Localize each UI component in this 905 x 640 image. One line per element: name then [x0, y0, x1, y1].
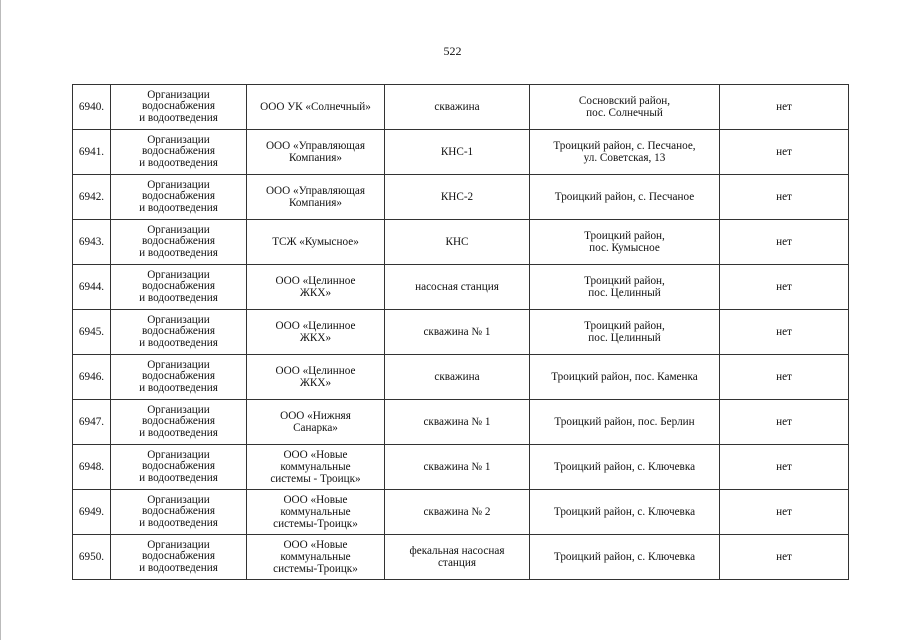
row-number-cell [73, 130, 111, 175]
row-number-cell [73, 400, 111, 445]
facility-cell [385, 490, 530, 535]
facility-cell-text: скважина № 1 [423, 416, 491, 428]
table-row [73, 130, 849, 175]
flag-cell [720, 85, 849, 130]
facility-cell-text: скважина [434, 101, 480, 113]
organization-type-cell-text: Организации водоснабжения и водоотведения [139, 88, 218, 124]
address-cell-text: Троицкий район, пос. Берлин [554, 416, 695, 428]
owner-name-cell [247, 265, 385, 310]
organization-type-cell-text: Организации водоснабжения и водоотведения [139, 358, 218, 394]
owner-name-cell-text: ООО «Целинное ЖКХ» [275, 320, 356, 344]
organization-type-cell-text: Организации водоснабжения и водоотведения [139, 178, 218, 214]
organization-type-cell [111, 310, 247, 355]
owner-name-cell-text: ООО «Новые коммунальные системы-Троицк» [273, 539, 358, 575]
row-number-cell-text: 6944. [78, 281, 105, 293]
address-cell [530, 490, 720, 535]
flag-cell [720, 310, 849, 355]
organization-type-cell [111, 130, 247, 175]
address-cell [530, 535, 720, 580]
organization-type-cell-text: Организации водоснабжения и водоотведения [139, 268, 218, 304]
flag-cell [720, 445, 849, 490]
organization-type-cell-text: Организации водоснабжения и водоотведения [139, 313, 218, 349]
row-number-cell [73, 535, 111, 580]
organization-type-cell-text: Организации водоснабжения и водоотведения [139, 403, 218, 439]
owner-name-cell [247, 445, 385, 490]
organization-type-cell [111, 490, 247, 535]
flag-cell [720, 265, 849, 310]
facility-cell [385, 310, 530, 355]
owner-name-cell [247, 85, 385, 130]
registry-table [72, 84, 849, 580]
facility-cell-text: скважина [434, 371, 480, 383]
table-row [73, 535, 849, 580]
address-cell-text: Сосновский район, пос. Солнечный [578, 95, 671, 119]
facility-cell-text: КНС-1 [440, 146, 474, 158]
organization-type-cell-text: Организации водоснабжения и водоотведения [139, 223, 218, 259]
row-number-cell-text: 6940. [78, 101, 105, 113]
row-number-cell [73, 265, 111, 310]
table-row [73, 265, 849, 310]
organization-type-cell [111, 220, 247, 265]
registry-table-body [73, 85, 849, 580]
facility-cell [385, 265, 530, 310]
facility-cell [385, 535, 530, 580]
facility-cell [385, 175, 530, 220]
organization-type-cell-text: Организации водоснабжения и водоотведения [139, 493, 218, 529]
row-number-cell [73, 355, 111, 400]
flag-cell-text: нет [776, 101, 792, 113]
facility-cell [385, 130, 530, 175]
row-number-cell-text: 6942. [78, 191, 105, 203]
address-cell [530, 175, 720, 220]
owner-name-cell [247, 490, 385, 535]
table-row [73, 490, 849, 535]
table-row [73, 85, 849, 130]
row-number-cell [73, 445, 111, 490]
facility-cell-text: фекальная насосная станция [409, 545, 505, 569]
address-cell [530, 220, 720, 265]
facility-cell-text: скважина № 2 [423, 506, 491, 518]
table-row [73, 355, 849, 400]
flag-cell [720, 355, 849, 400]
flag-cell [720, 490, 849, 535]
table-row [73, 220, 849, 265]
organization-type-cell [111, 85, 247, 130]
flag-cell-text: нет [776, 326, 792, 338]
address-cell [530, 445, 720, 490]
address-cell [530, 265, 720, 310]
address-cell-text: Троицкий район, пос. Целинный [584, 275, 665, 299]
address-cell [530, 355, 720, 400]
flag-cell-text: нет [776, 236, 792, 248]
owner-name-cell-text: ООО «Целинное ЖКХ» [275, 365, 356, 389]
facility-cell [385, 85, 530, 130]
flag-cell-text: нет [776, 371, 792, 383]
owner-name-cell [247, 535, 385, 580]
row-number-cell-text: 6945. [78, 326, 105, 338]
address-cell-text: Троицкий район, пос. Каменка [551, 371, 698, 383]
address-cell-text: Троицкий район, с. Ключевка [553, 506, 696, 518]
organization-type-cell [111, 400, 247, 445]
organization-type-cell [111, 175, 247, 220]
row-number-cell [73, 85, 111, 130]
flag-cell [720, 220, 849, 265]
owner-name-cell-text: ООО «Управляющая Компания» [265, 140, 366, 164]
address-cell-text: Троицкий район, пос. Кумысное [584, 230, 665, 254]
flag-cell [720, 130, 849, 175]
organization-type-cell [111, 535, 247, 580]
flag-cell-text: нет [776, 461, 792, 473]
row-number-cell-text: 6949. [78, 506, 105, 518]
facility-cell-text: КНС-2 [440, 191, 474, 203]
owner-name-cell-text: ООО «Нижняя Санарка» [280, 410, 351, 434]
row-number-cell-text: 6941. [78, 146, 105, 158]
flag-cell-text: нет [776, 281, 792, 293]
table-row [73, 445, 849, 490]
owner-name-cell-text: ООО «Целинное ЖКХ» [275, 275, 356, 299]
flag-cell-text: нет [776, 551, 792, 563]
table-row [73, 175, 849, 220]
row-number-cell [73, 175, 111, 220]
row-number-cell-text: 6948. [78, 461, 105, 473]
address-cell [530, 400, 720, 445]
table-row [73, 310, 849, 355]
row-number-cell-text: 6947. [78, 416, 105, 428]
owner-name-cell [247, 175, 385, 220]
address-cell-text: Троицкий район, с. Песчаное [554, 191, 695, 203]
address-cell-text: Троицкий район, с. Ключевка [553, 551, 696, 563]
flag-cell [720, 400, 849, 445]
flag-cell-text: нет [776, 191, 792, 203]
organization-type-cell-text: Организации водоснабжения и водоотведения [139, 133, 218, 169]
facility-cell-text: КНС [445, 236, 469, 248]
owner-name-cell-text: ООО УК «Солнечный» [260, 101, 371, 113]
owner-name-cell [247, 130, 385, 175]
flag-cell-text: нет [776, 416, 792, 428]
organization-type-cell-text: Организации водоснабжения и водоотведения [139, 538, 218, 574]
facility-cell-text: насосная станция [415, 281, 499, 293]
facility-cell-text: скважина № 1 [423, 461, 491, 473]
flag-cell [720, 175, 849, 220]
address-cell [530, 130, 720, 175]
owner-name-cell-text: ТСЖ «Кумысное» [272, 236, 359, 248]
flag-cell-text: нет [776, 146, 792, 158]
facility-cell [385, 355, 530, 400]
owner-name-cell [247, 355, 385, 400]
owner-name-cell-text: ООО «Новые коммунальные системы-Троицк» [273, 494, 358, 530]
row-number-cell [73, 220, 111, 265]
address-cell [530, 85, 720, 130]
flag-cell-text: нет [776, 506, 792, 518]
page-number: 522 [443, 44, 462, 58]
owner-name-cell [247, 310, 385, 355]
organization-type-cell-text: Организации водоснабжения и водоотведения [139, 448, 218, 484]
row-number-cell [73, 310, 111, 355]
page-edge-line [0, 0, 1, 640]
organization-type-cell [111, 355, 247, 400]
owner-name-cell [247, 220, 385, 265]
flag-cell [720, 535, 849, 580]
address-cell-text: Троицкий район, пос. Целинный [584, 320, 665, 344]
address-cell-text: Троицкий район, с. Песчаное, ул. Советская, 13 [553, 140, 696, 164]
table-row [73, 400, 849, 445]
address-cell-text: Троицкий район, с. Ключевка [553, 461, 696, 473]
row-number-cell [73, 490, 111, 535]
organization-type-cell [111, 265, 247, 310]
organization-type-cell [111, 445, 247, 490]
facility-cell [385, 445, 530, 490]
facility-cell [385, 400, 530, 445]
owner-name-cell-text: ООО «Управляющая Компания» [265, 185, 366, 209]
owner-name-cell-text: ООО «Новые коммунальные системы - Троицк» [270, 449, 361, 485]
address-cell [530, 310, 720, 355]
row-number-cell-text: 6946. [78, 371, 105, 383]
facility-cell-text: скважина № 1 [423, 326, 491, 338]
facility-cell [385, 220, 530, 265]
row-number-cell-text: 6943. [78, 236, 105, 248]
owner-name-cell [247, 400, 385, 445]
row-number-cell-text: 6950. [78, 551, 105, 563]
